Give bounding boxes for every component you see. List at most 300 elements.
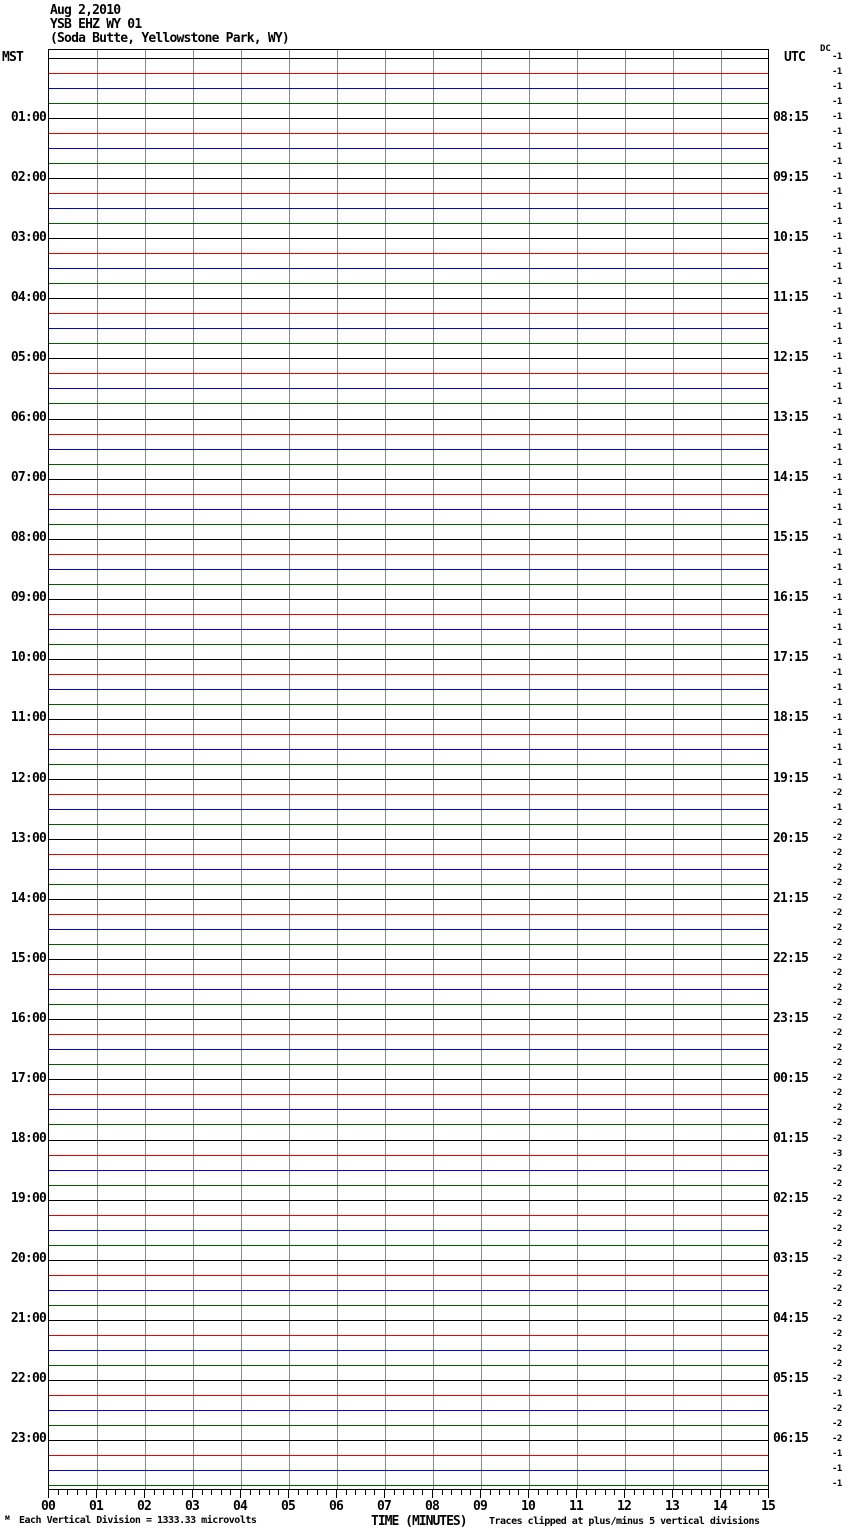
dc-offset-value: -1 (832, 457, 842, 468)
x-tick-major (624, 1490, 625, 1498)
trace-row-black (49, 1019, 768, 1020)
x-tick-minor (538, 1490, 539, 1495)
minute-gridline (289, 50, 290, 1489)
hour-label-right: 09:15 (773, 169, 809, 185)
dc-offset-value: -1 (832, 667, 842, 678)
dc-offset-value: -1 (832, 682, 842, 693)
trace-row-blue (49, 689, 768, 690)
x-tick-minor (115, 1490, 116, 1495)
x-tick-minor (557, 1490, 558, 1495)
trace-row-red (49, 734, 768, 735)
x-tick-minor (326, 1490, 327, 1495)
dc-offset-value: -1 (832, 442, 842, 453)
trace-row-blue (49, 1410, 768, 1411)
dc-offset-value: -1 (832, 322, 842, 333)
minute-gridline (433, 50, 434, 1489)
x-tick-minor (307, 1490, 308, 1495)
hour-label-left: 04:00 (10, 289, 46, 305)
hour-label-right: 21:15 (773, 890, 809, 906)
hour-label-left: 22:00 (10, 1371, 46, 1387)
hour-label-right: 22:15 (773, 950, 809, 966)
trace-row-green (49, 1245, 768, 1246)
trace-row-red (49, 1094, 768, 1095)
header-date: Aug 2,2010 (50, 3, 121, 18)
trace-row-red (49, 614, 768, 615)
hour-label-left: 01:00 (10, 109, 46, 125)
x-tick-label: 02 (136, 1499, 152, 1514)
x-tick-major (240, 1490, 241, 1498)
hour-label-left: 15:00 (10, 950, 46, 966)
left-timezone-label: MST (2, 50, 24, 65)
dc-offset-value: -1 (832, 397, 842, 408)
dc-offset-value: -2 (832, 878, 842, 889)
dc-offset-value: -1 (832, 697, 842, 708)
minute-gridline (193, 50, 194, 1489)
trace-row-green (49, 464, 768, 465)
trace-row-black (49, 1140, 768, 1141)
trace-row-green (49, 704, 768, 705)
hour-label-left: 18:00 (10, 1131, 46, 1147)
x-tick-minor (490, 1490, 491, 1495)
trace-row-green (49, 343, 768, 344)
trace-row-blue (49, 929, 768, 930)
trace-row-black (49, 419, 768, 420)
dc-offset-value: -1 (832, 757, 842, 768)
x-tick-minor (346, 1490, 347, 1495)
hour-label-left: 13:00 (10, 830, 46, 846)
dc-offset-value: -1 (832, 127, 842, 138)
x-tick-major (432, 1490, 433, 1498)
dc-offset-value: -2 (832, 1268, 842, 1279)
dc-offset-value: -2 (832, 1298, 842, 1309)
trace-row-black (49, 479, 768, 480)
trace-row-blue (49, 809, 768, 810)
x-tick-label: 06 (328, 1499, 344, 1514)
trace-row-red (49, 133, 768, 134)
x-tick-minor (86, 1490, 87, 1495)
x-tick-major (480, 1490, 481, 1498)
hour-label-left: 11:00 (10, 710, 46, 726)
trace-row-blue (49, 989, 768, 990)
x-tick-major (144, 1490, 145, 1498)
hour-label-left: 05:00 (10, 349, 46, 365)
trace-row-green (49, 223, 768, 224)
trace-row-green (49, 1064, 768, 1065)
trace-row-blue (49, 388, 768, 389)
dc-offset-value: -1 (832, 637, 842, 648)
trace-row-black (49, 178, 768, 179)
trace-row-blue (49, 1350, 768, 1351)
hour-label-right: 08:15 (773, 109, 809, 125)
dc-offset-value: -1 (832, 52, 842, 62)
dc-offset-value: -2 (832, 863, 842, 874)
dc-offset-value: -2 (832, 1073, 842, 1084)
hour-label-right: 23:15 (773, 1010, 809, 1026)
clipping-note: Traces clipped at plus/minus 5 vertical divisions (489, 1516, 760, 1527)
dc-offset-value: -2 (832, 1223, 842, 1234)
x-tick-minor (250, 1490, 251, 1495)
trace-row-black (49, 659, 768, 660)
minute-gridline (529, 50, 530, 1489)
trace-row-black (49, 959, 768, 960)
minute-gridline (241, 50, 242, 1489)
x-tick-label: 05 (280, 1499, 296, 1514)
dc-offset-value: -2 (832, 1028, 842, 1039)
trace-row-black (49, 1320, 768, 1321)
trace-row-black (49, 1260, 768, 1261)
trace-row-blue (49, 749, 768, 750)
trace-row-black (49, 539, 768, 540)
dc-offset-value: -1 (832, 157, 842, 168)
x-tick-minor (173, 1490, 174, 1495)
x-tick-major (96, 1490, 97, 1498)
watermark-glyph: м (5, 1513, 10, 1522)
dc-offset-value: -1 (832, 1448, 842, 1459)
trace-row-red (49, 794, 768, 795)
x-tick-minor (701, 1490, 702, 1495)
trace-row-blue (49, 208, 768, 209)
dc-offset-value: -1 (832, 712, 842, 723)
x-tick-label: 13 (664, 1499, 680, 1514)
x-tick-major (192, 1490, 193, 1498)
x-tick-label: 11 (568, 1499, 584, 1514)
x-tick-minor (259, 1490, 260, 1495)
trace-row-black (49, 599, 768, 600)
dc-offset-value: -1 (832, 262, 842, 273)
dc-offset-value: -1 (832, 562, 842, 573)
minute-gridline (673, 50, 674, 1489)
x-tick-major (528, 1490, 529, 1498)
x-axis-title: TIME (MINUTES) (371, 1514, 467, 1529)
x-tick-minor (58, 1490, 59, 1495)
dc-offset-value: -2 (832, 1238, 842, 1249)
trace-row-red (49, 1335, 768, 1336)
x-tick-label: 12 (616, 1499, 632, 1514)
x-tick-label: 14 (712, 1499, 728, 1514)
dc-offset-value: -1 (832, 217, 842, 228)
dc-offset-value: -1 (832, 247, 842, 258)
dc-offset-value: -1 (832, 1479, 842, 1489)
dc-offset-value: -2 (832, 833, 842, 844)
helicorder-plot-area (48, 49, 769, 1490)
hour-label-left: 12:00 (10, 770, 46, 786)
hour-label-right: 02:15 (773, 1191, 809, 1207)
dc-offset-value: -2 (832, 1208, 842, 1219)
hour-label-right: 15:15 (773, 530, 809, 546)
trace-row-black (49, 58, 768, 59)
minute-gridline (337, 50, 338, 1489)
x-tick-minor (739, 1490, 740, 1495)
trace-row-blue (49, 869, 768, 870)
trace-row-red (49, 1455, 768, 1456)
dc-offset-value: -1 (832, 487, 842, 498)
x-tick-major (768, 1490, 769, 1498)
dc-offset-value: -2 (832, 1328, 842, 1339)
trace-row-blue (49, 569, 768, 570)
dc-offset-value: -1 (832, 742, 842, 753)
trace-row-red (49, 434, 768, 435)
x-tick-minor (691, 1490, 692, 1495)
dc-offset-value: -2 (832, 983, 842, 994)
x-tick-minor (403, 1490, 404, 1495)
x-tick-minor (374, 1490, 375, 1495)
dc-offset-value: -1 (832, 112, 842, 123)
hour-label-left: 09:00 (10, 590, 46, 606)
trace-row-red (49, 73, 768, 74)
x-tick-minor (710, 1490, 711, 1495)
hour-label-left: 06:00 (10, 410, 46, 425)
hour-label-right: 18:15 (773, 710, 809, 726)
hour-label-right: 06:15 (773, 1431, 809, 1447)
trace-row-black (49, 839, 768, 840)
dc-offset-value: -1 (832, 187, 842, 198)
x-tick-major (720, 1490, 721, 1498)
x-tick-minor (749, 1490, 750, 1495)
x-tick-minor (221, 1490, 222, 1495)
dc-offset-value: -2 (832, 893, 842, 904)
x-tick-label: 08 (424, 1499, 440, 1514)
header-station-location: (Soda Butte, Yellowstone Park, WY) (50, 31, 289, 46)
x-tick-minor (413, 1490, 414, 1495)
dc-offset-value: -1 (832, 532, 842, 543)
trace-row-green (49, 403, 768, 404)
x-tick-minor (278, 1490, 279, 1495)
x-tick-minor (595, 1490, 596, 1495)
hour-label-right: 00:15 (773, 1070, 809, 1086)
dc-offset-value: -1 (832, 472, 842, 483)
minute-gridline (97, 50, 98, 1489)
dc-offset-value: -2 (832, 1043, 842, 1054)
minute-gridline (625, 50, 626, 1489)
x-tick-minor (211, 1490, 212, 1495)
dc-offset-value: -2 (832, 1313, 842, 1324)
dc-offset-value: -2 (832, 1418, 842, 1429)
trace-row-green (49, 764, 768, 765)
trace-row-red (49, 974, 768, 975)
trace-row-blue (49, 449, 768, 450)
x-tick-label: 09 (472, 1499, 488, 1514)
dc-offset-value: -2 (832, 1253, 842, 1264)
x-tick-minor (662, 1490, 663, 1495)
dc-offset-value: -1 (832, 142, 842, 153)
hour-label-left: 20:00 (10, 1251, 46, 1267)
dc-offset-value: -1 (832, 577, 842, 588)
trace-row-green (49, 283, 768, 284)
dc-offset-value: -1 (832, 622, 842, 633)
trace-row-blue (49, 1049, 768, 1050)
trace-row-blue (49, 1290, 768, 1291)
x-tick-major (288, 1490, 289, 1498)
trace-row-blue (49, 328, 768, 329)
x-tick-minor (643, 1490, 644, 1495)
hour-label-left: 08:00 (10, 530, 46, 546)
trace-row-black (49, 1440, 768, 1441)
dc-offset-value: -2 (832, 1403, 842, 1414)
minute-gridline (481, 50, 482, 1489)
dc-offset-value: -1 (832, 307, 842, 318)
x-tick-minor (422, 1490, 423, 1495)
trace-row-red (49, 1275, 768, 1276)
dc-offset-value: -1 (832, 412, 842, 423)
dc-offset-value: -2 (832, 968, 842, 979)
trace-row-red (49, 313, 768, 314)
x-tick-minor (365, 1490, 366, 1495)
trace-row-green (49, 884, 768, 885)
dc-offset-value: -1 (832, 382, 842, 393)
trace-row-green (49, 1365, 768, 1366)
trace-row-black (49, 779, 768, 780)
dc-offset-value: -2 (832, 1373, 842, 1384)
trace-row-red (49, 914, 768, 915)
hour-label-left: 14:00 (10, 890, 46, 906)
trace-row-blue (49, 1470, 768, 1471)
dc-offset-value: -2 (832, 1358, 842, 1369)
hour-label-right: 20:15 (773, 830, 809, 846)
hour-label-left: 07:00 (10, 470, 46, 486)
dc-offset-value: -1 (832, 352, 842, 363)
trace-row-black (49, 118, 768, 119)
dc-offset-value: -1 (832, 292, 842, 303)
trace-row-red (49, 1395, 768, 1396)
x-tick-minor (269, 1490, 270, 1495)
x-tick-minor (317, 1490, 318, 1495)
dc-offset-value: -2 (832, 818, 842, 829)
trace-row-black (49, 899, 768, 900)
trace-row-red (49, 1215, 768, 1216)
dc-offset-value: -1 (832, 607, 842, 618)
trace-row-blue (49, 1109, 768, 1110)
x-tick-major (336, 1490, 337, 1498)
trace-row-red (49, 854, 768, 855)
x-tick-minor (394, 1490, 395, 1495)
x-tick-minor (509, 1490, 510, 1495)
minute-gridline (721, 50, 722, 1489)
dc-offset-value: -1 (832, 277, 842, 288)
trace-row-green (49, 103, 768, 104)
dc-offset-value: -2 (832, 1118, 842, 1129)
hour-label-right: 03:15 (773, 1251, 809, 1267)
x-tick-minor (134, 1490, 135, 1495)
x-tick-minor (461, 1490, 462, 1495)
x-tick-minor (154, 1490, 155, 1495)
minute-gridline (385, 50, 386, 1489)
hour-label-right: 12:15 (773, 349, 809, 365)
dc-offset-value: -2 (832, 1088, 842, 1099)
vertical-division-scale-note: Each Vertical Division = 1333.33 microvolts (19, 1515, 257, 1526)
hour-label-right: 16:15 (773, 590, 809, 606)
x-tick-minor (67, 1490, 68, 1495)
dc-offset-value: -2 (832, 938, 842, 949)
hour-label-left: 16:00 (10, 1010, 46, 1026)
dc-offset-value: -2 (832, 1433, 842, 1444)
x-tick-minor (451, 1490, 452, 1495)
x-tick-minor (442, 1490, 443, 1495)
hour-label-right: 01:15 (773, 1131, 809, 1147)
x-tick-label: 01 (88, 1499, 104, 1514)
x-tick-minor (470, 1490, 471, 1495)
x-tick-minor (634, 1490, 635, 1495)
x-tick-minor (298, 1490, 299, 1495)
dc-offset-value: -2 (832, 1178, 842, 1189)
dc-offset-value: -2 (832, 788, 842, 799)
trace-row-red (49, 494, 768, 495)
x-tick-major (48, 1490, 49, 1498)
dc-offset-value: -1 (832, 1463, 842, 1474)
x-tick-minor (730, 1490, 731, 1495)
trace-row-red (49, 373, 768, 374)
dc-offset-value: -1 (832, 172, 842, 183)
trace-row-green (49, 163, 768, 164)
hour-label-left: 02:00 (10, 169, 46, 185)
right-timezone-label: UTC (784, 50, 806, 65)
dc-offset-value: -1 (832, 67, 842, 78)
trace-row-black (49, 358, 768, 359)
x-tick-label: 10 (520, 1499, 536, 1514)
trace-row-green (49, 1004, 768, 1005)
dc-offset-value: -1 (832, 592, 842, 603)
x-tick-minor (106, 1490, 107, 1495)
trace-row-green (49, 644, 768, 645)
dc-offset-value: -1 (832, 517, 842, 528)
dc-offset-value: -1 (832, 502, 842, 513)
trace-row-green (49, 1124, 768, 1125)
minute-gridline (145, 50, 146, 1489)
dc-offset-value: -1 (832, 1388, 842, 1399)
dc-offset-value: -1 (832, 727, 842, 738)
x-tick-minor (77, 1490, 78, 1495)
dc-offset-value: -1 (832, 337, 842, 348)
trace-row-green (49, 524, 768, 525)
trace-row-black (49, 1200, 768, 1201)
dc-offset-value: -1 (832, 232, 842, 243)
hour-label-right: 11:15 (773, 289, 809, 305)
trace-row-red (49, 674, 768, 675)
trace-row-red (49, 554, 768, 555)
header-station-id: YSB EHZ WY 01 (50, 17, 142, 32)
trace-row-green (49, 1185, 768, 1186)
x-tick-label: 03 (184, 1499, 200, 1514)
trace-row-blue (49, 268, 768, 269)
trace-row-blue (49, 88, 768, 89)
x-tick-minor (182, 1490, 183, 1495)
dc-offset-value: -1 (832, 652, 842, 663)
dc-offset-value: -2 (832, 998, 842, 1009)
x-tick-minor (566, 1490, 567, 1495)
x-tick-minor (499, 1490, 500, 1495)
hour-label-right: 14:15 (773, 470, 809, 486)
trace-row-red (49, 1155, 768, 1156)
hour-label-left: 03:00 (10, 229, 46, 245)
trace-row-green (49, 1485, 768, 1486)
x-tick-major (576, 1490, 577, 1498)
trace-row-red (49, 253, 768, 254)
hour-label-right: 10:15 (773, 229, 809, 245)
hour-label-right: 13:15 (773, 410, 809, 425)
x-tick-minor (518, 1490, 519, 1495)
x-tick-minor (202, 1490, 203, 1495)
hour-label-left: 10:00 (10, 650, 46, 666)
x-tick-label: 00 (40, 1499, 56, 1514)
trace-row-green (49, 824, 768, 825)
x-tick-minor (682, 1490, 683, 1495)
trace-row-blue (49, 1230, 768, 1231)
dc-offset-value: -2 (832, 953, 842, 964)
trace-row-black (49, 1380, 768, 1381)
trace-row-black (49, 238, 768, 239)
hour-label-left: 17:00 (10, 1070, 46, 1086)
x-tick-label: 07 (376, 1499, 392, 1514)
x-tick-minor (163, 1490, 164, 1495)
